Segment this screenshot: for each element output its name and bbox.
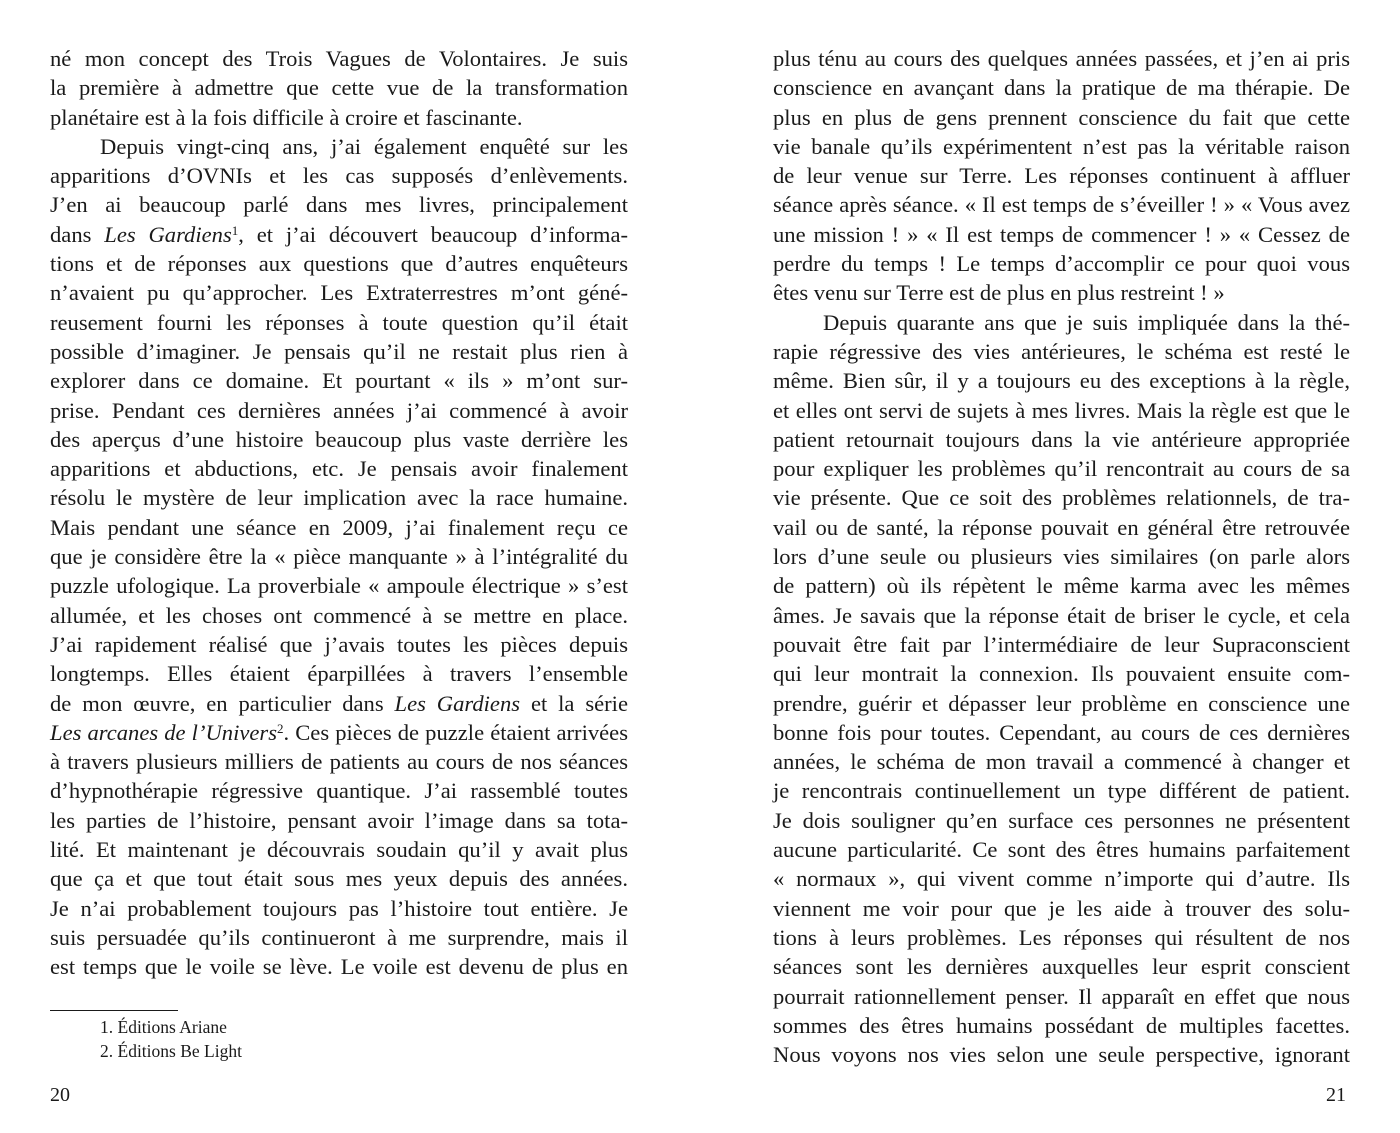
text-line: vail ou de santé, la réponse pouvait en général être retrouvée: [773, 514, 1350, 540]
text-line: lité. Et maintenant je découvrais soudain qu’il y avait plus: [50, 837, 628, 863]
right-page-text: [773, 44, 1350, 1069]
text-line: J’en ai beaucoup parlé dans mes livres, principalement: [50, 192, 628, 218]
text-line: patient retournait toujours dans la vie antérieure appropriée: [773, 426, 1350, 452]
text-line: reusement fourni les réponses à toute question qu’il était: [50, 309, 628, 335]
text-line: séance après séance. « Il est temps de s’éveiller ! » « Vous avez: [773, 192, 1350, 218]
text-line: et elles ont servi de sujets à mes livres. Mais la règle est que le: [773, 397, 1350, 423]
text-line: de pattern) où ils répètent le même karma avec les mêmes: [773, 573, 1350, 599]
text-line: Mais pendant une séance en 2009, j’ai finalement reçu ce: [50, 514, 628, 540]
text-line: Depuis quarante ans que je suis impliquée dans la thé-: [823, 309, 1350, 335]
text-line: tions et de réponses aux questions que d’autres enquêteurs: [50, 251, 628, 277]
text-line: explorer dans ce domaine. Et pourtant « ils » m’ont sur-: [50, 368, 628, 394]
text-line: je rencontrais continuellement un type différent de patient.: [773, 778, 1350, 804]
text-line: dans Les Gardiens$^1$, et j’ai découvert beaucoup d’informa-: [50, 221, 628, 247]
text-line: prendre, guérir et dépasser leur problème en conscience une: [773, 690, 1350, 716]
text-line: que je considère être la « pièce manquante » à l’intégralité du: [50, 544, 628, 570]
left-page-text: [50, 44, 628, 982]
text-line: les parties de l’histoire, pensant avoir l’image dans sa tota-: [50, 807, 628, 833]
text-line: plus en plus de gens prennent conscience du fait que cette: [773, 104, 1350, 130]
text-line: la première à admettre que cette vue de la transformation: [50, 75, 628, 101]
text-line: allumée, et les choses ont commencé à se mettre en place.: [50, 602, 628, 628]
text-line: suis persuadée qu’ils continueront à me surprendre, mais il: [50, 924, 628, 950]
text-line: conscience en avançant dans la pratique de ma thérapie. De: [773, 75, 1350, 101]
text-line: qui leur montrait la connexion. Ils pouvaient ensuite com-: [773, 661, 1350, 687]
text-line: possible d’imaginer. Je pensais qu’il ne restait plus rien à: [50, 338, 628, 364]
text-line: Je n’ai probablement toujours pas l’histoire tout entière. Je: [50, 895, 628, 921]
text-line: pouvait être fait par l’intermédiaire de leur Supraconscient: [773, 631, 1350, 657]
text-line: Depuis vingt-cinq ans, j’ai également enquêté sur les: [100, 133, 628, 159]
page-number-left: 20: [50, 1084, 70, 1106]
text-line: puzzle ufologique. La proverbiale « ampoule électrique » s’est: [50, 573, 628, 599]
footnote-2: 2. Éditions Be Light: [100, 1041, 242, 1061]
text-line: est temps que le voile se lève. Le voile est devenu de plus en: [50, 954, 628, 980]
text-line: rapie régressive des vies antérieures, le schéma est resté le: [773, 338, 1350, 364]
page-number-right: 21: [1326, 1084, 1346, 1106]
text-line: que ça et que tout était sous mes yeux depuis des années.: [50, 866, 628, 892]
text-line: né mon concept des Trois Vagues de Volontaires. Je suis: [50, 46, 628, 71]
text-line: longtemps. Elles étaient éparpillées à travers l’ensemble: [50, 661, 628, 687]
text-line: années, le schéma de mon travail a commencé à changer et: [773, 749, 1350, 775]
text-line: sommes des êtres humains possédant de multiples facettes.: [773, 1012, 1350, 1038]
footnote-1: 1. Éditions Ariane: [100, 1017, 227, 1037]
text-line: aucune particularité. Ce sont des êtres humains parfaitement: [773, 837, 1350, 863]
text-line: d’hypnothérapie régressive quantique. J’ai rassemblé toutes: [50, 778, 628, 804]
text-line: viennent me voir pour que je les aide à trouver des solu-: [773, 895, 1350, 921]
text-line: êtes venu sur Terre est de plus en plus restreint ! »: [773, 280, 1225, 306]
text-line: résolu le mystère de leur implication avec la race humaine.: [50, 485, 628, 511]
text-line: apparitions d’OVNIs et les cas supposés d’enlèvements.: [50, 163, 628, 189]
text-line: Nous voyons nos vies selon une seule perspective, ignorant: [773, 1042, 1350, 1068]
text-line: de leur venue sur Terre. Les réponses continuent à affluer: [773, 163, 1350, 189]
text-line: apparitions et abductions, etc. Je pensais avoir finalement: [50, 456, 628, 482]
text-line: plus ténu au cours des quelques années passées, et j’en ai pris: [773, 46, 1350, 71]
text-line: pour expliquer les problèmes qu’il rencontrait au cours de sa: [773, 456, 1350, 482]
text-line: Les arcanes de l’Univers$^2$. Ces pièces de puzzle étaient arrivées: [50, 719, 628, 745]
text-line: une mission ! » « Il est temps de commencer ! » « Cessez de: [773, 221, 1350, 247]
text-line: séances sont les dernières auxquelles leur esprit conscient: [773, 954, 1350, 980]
text-line: n’avaient pu qu’approcher. Les Extraterrestres m’ont géné-: [50, 280, 628, 306]
text-line: planétaire est à la fois difficile à croire et fascinante.: [50, 104, 523, 130]
text-line: vie banale qu’ils expérimentent n’est pas la véritable raison: [773, 133, 1350, 159]
footnote-rule: [50, 1010, 178, 1011]
text-line: à travers plusieurs milliers de patients au cours de nos séances: [50, 749, 628, 775]
text-line: prise. Pendant ces dernières années j’ai commencé à avoir: [50, 397, 628, 423]
text-line: pourrait rationnellement penser. Il apparaît en effet que nous: [773, 983, 1350, 1009]
text-line: lors d’une seule ou plusieurs vies similaires (on parle alors: [773, 544, 1350, 570]
text-line: bonne fois pour toutes. Cependant, au cours de ces dernières: [773, 719, 1350, 745]
text-line: « normaux », qui vivent comme n’importe qui d’autre. Ils: [773, 866, 1350, 892]
text-line: J’ai rapidement réalisé que j’avais toutes les pièces depuis: [50, 631, 628, 657]
text-line: de mon œuvre, en particulier dans Les Gardiens et la série: [50, 690, 628, 716]
text-line: Je dois souligner qu’en surface ces personnes ne présentent: [773, 807, 1350, 833]
text-line: tions à leurs problèmes. Les réponses qui résultent de nos: [773, 924, 1350, 950]
text-line: des aperçus d’une histoire beaucoup plus vaste derrière les: [50, 426, 628, 452]
text-line: âmes. Je savais que la réponse était de briser le cycle, et cela: [773, 602, 1350, 628]
text-line: même. Bien sûr, il y a toujours eu des exceptions à la règle,: [773, 368, 1350, 394]
text-line: vie présente. Que ce soit des problèmes relationnels, de tra-: [773, 485, 1350, 511]
text-line: perdre du temps ! Le temps d’accomplir ce pour quoi vous: [773, 251, 1350, 277]
